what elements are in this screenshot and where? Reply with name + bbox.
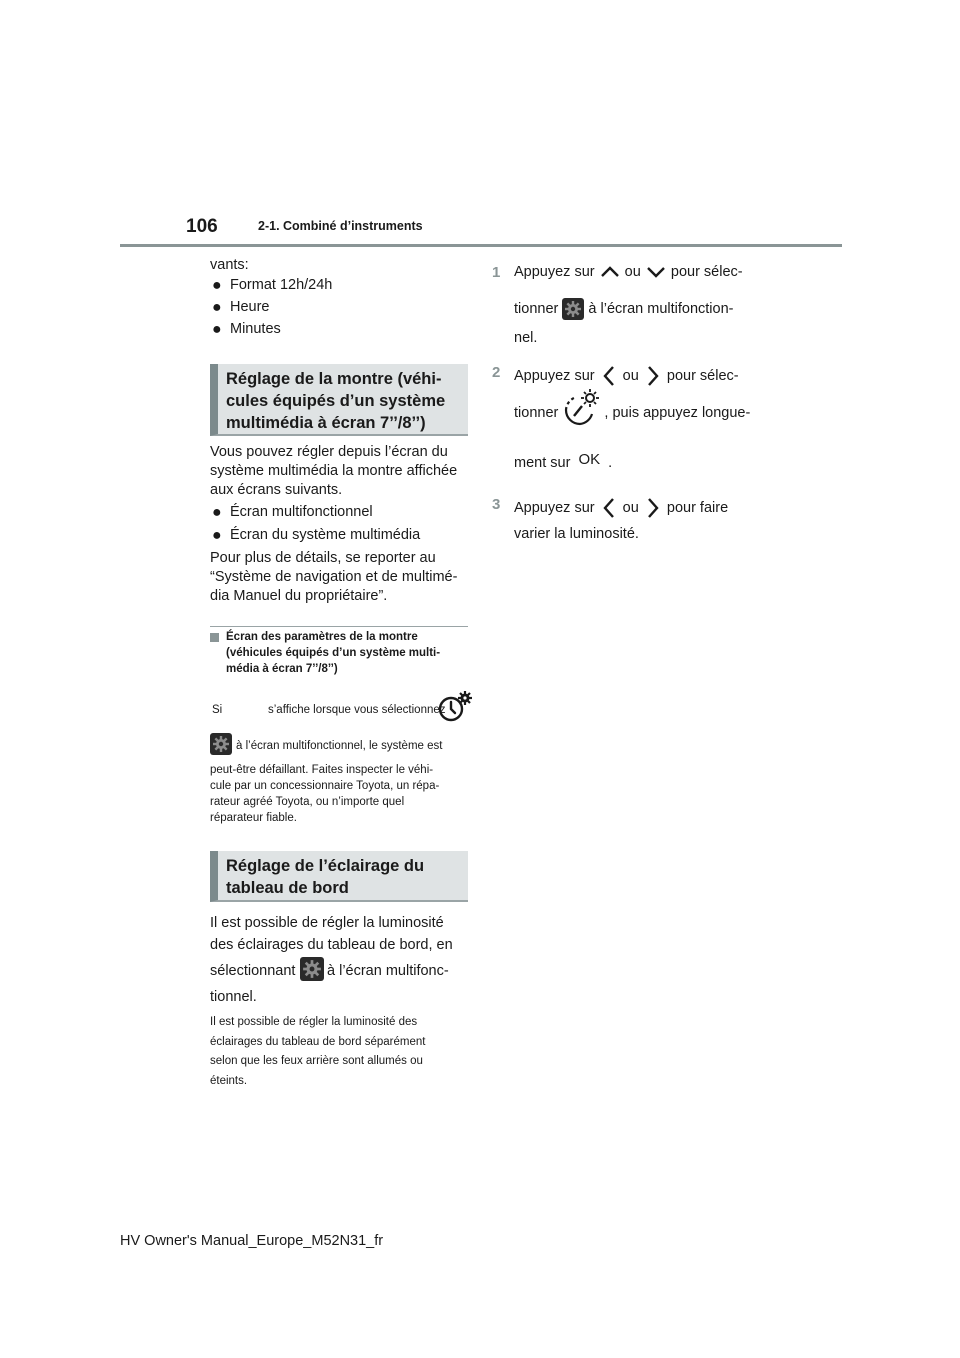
settings-gear-icon [562, 298, 584, 320]
heading-clock-setting: Réglage de la montre (véhi- cules équipés d’un système multimédia à écran 7’’/8’’) [210, 364, 468, 436]
intro-text: vants: [210, 257, 249, 273]
note-line-1: Si s’affiche lorsque vous sélectionnez [210, 694, 472, 724]
list-item: ● Écran du système multimédia [212, 527, 421, 544]
header-rule [120, 244, 842, 247]
chevron-right-icon [643, 364, 663, 388]
note-line-2: à l’écran multifonctionnel, le système est [210, 733, 472, 757]
paragraph-details: Pour plus de détails, se reporter au “Système de navigation et de multimé- dia Manuel du propriétaire”. [210, 550, 458, 604]
settings-gear-icon [210, 733, 232, 755]
subsection-rule [210, 626, 468, 627]
step-2: 2 Appuyez sur ou pour sélec- tionner , puis appuyez longue- ment sur OK . [492, 364, 751, 471]
square-bullet-icon [210, 633, 219, 642]
page-number: 106 [186, 216, 218, 237]
paragraph-lighting-line4: tionnel. [210, 989, 257, 1005]
chevron-up-icon [599, 265, 621, 279]
paragraph-lighting-line3: sélectionnant à l’écran multifonc- [210, 957, 470, 985]
step-1: 1 Appuyez sur ou pour sélec- tionner à l’écran multifonction- nel. [492, 264, 743, 346]
subsection-heading: Écran des paramètres de la montre (véhicules équipés d’un système multi- média à écran 7’’/8’’) [226, 631, 441, 675]
section-title: 2-1. Combiné d’instruments [258, 219, 423, 233]
paragraph-clock: Vous pouvez régler depuis l’écran du système multimédia la montre affichée aux écrans suivants. [210, 444, 458, 498]
heading-panel-lighting: Réglage de l’éclairage du tableau de bord [210, 851, 468, 902]
settings-gear-icon [300, 957, 324, 981]
ok-button-symbol: OK [578, 451, 601, 468]
bullet-list-2 [210, 503, 470, 549]
list-item: ● Minutes [212, 321, 281, 338]
step-3: 3 Appuyez sur ou pour faire varier la luminosité. [492, 496, 729, 542]
bullet-list-1 [210, 276, 470, 342]
chevron-left-icon [599, 364, 619, 388]
chevron-down-icon [645, 265, 667, 279]
list-item: ● Heure [212, 299, 270, 316]
chevron-right-icon [643, 496, 663, 520]
chevron-left-icon [599, 496, 619, 520]
paragraph-lighting: Il est possible de régler la luminosité [210, 915, 444, 931]
list-item: ● Format 12h/24h [212, 277, 333, 294]
paragraph-lighting-line2: des éclairages du tableau de bord, en [210, 937, 453, 953]
list-item: ● Écran multifonctionnel [212, 504, 373, 521]
footer-manual-id: HV Owner's Manual_Europe_M52N31_fr [120, 1233, 384, 1249]
brightness-icon [562, 388, 600, 426]
small-note-lighting: Il est possible de régler la luminosité des éclairages du tableau de bord séparément selon que les feux arrière sont allumés ou éteints. [210, 1016, 426, 1087]
note-rest: peut-être défaillant. Faites inspecter le véhi- cule par un concessionnaire Toyota, un répa- rateur agréé Toyota, ou n’importe quel réparateur fiable. [210, 764, 440, 824]
